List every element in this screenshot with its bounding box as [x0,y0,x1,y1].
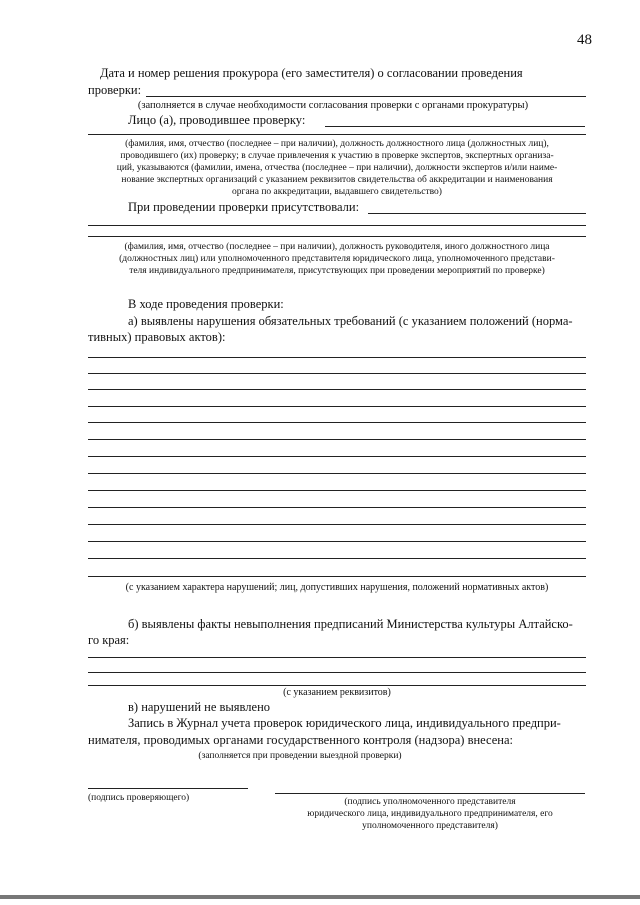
journal-line-2: нимателя, проводимых органами государственного контроля (надзора) внесена: [88,733,513,747]
present-label: При проведении проверки присутствовали: [128,200,360,214]
inspector-caption-2: проводившего (их) проверку; в случае привлечения к участию в проверке экспертов, экспертных организа- [120,151,554,161]
inspector-fill-line-2[interactable] [88,134,586,135]
inspector-caption-4: нование экспертных организаций с указанием реквизитов свидетельства об аккредитации и наименования [121,175,553,185]
representative-caption-3: уполномоченного представителя) [362,821,498,831]
present-fill-line-1[interactable] [368,213,586,214]
present-fill-line-2[interactable] [88,225,586,226]
violations-line[interactable] [88,490,586,491]
representative-caption-1: (подпись уполномоченного представителя [344,797,516,807]
representative-caption-2: юридического лица, индивидуального предпринимателя, его [307,809,553,819]
present-caption-1: (фамилия, имя, отчество (последнее – при наличии), должность руководителя, иного должностного лица [124,242,550,252]
findings-b-line-2: го края: [88,633,130,647]
findings-intro: В ходе проведения проверки: [128,297,284,311]
scan-bottom-edge [0,895,640,899]
inspector-caption-5: органа по аккредитации, выдавшего свидетельство) [232,187,442,197]
prescriptions-caption: (с указанием реквизитов) [283,687,391,698]
inspector-signature-line[interactable] [88,788,248,789]
journal-caption: (заполняется при проведении выездной проверки) [198,751,402,761]
present-caption-3: теля индивидуального предпринимателя, присутствующих при проведении мероприятий по проверке) [129,266,545,276]
prescriptions-line[interactable] [88,657,586,658]
prescriptions-line[interactable] [88,672,586,673]
violations-line[interactable] [88,507,586,508]
prescriptions-line[interactable] [88,685,586,686]
journal-line-1: Запись в Журнал учета проверок юридического лица, индивидуального предпри- [128,716,561,730]
violations-line[interactable] [88,406,586,407]
inspector-signature-caption: (подпись проверяющего) [88,793,190,803]
prosecutor-line-2 [88,83,141,98]
prosecutor-fill-line[interactable] [146,96,586,97]
violations-line[interactable] [88,357,586,358]
violations-line[interactable] [88,439,586,440]
inspector-caption-1: (фамилия, имя, отчество (последнее – при наличии), должность должностного лица (должностных лиц), [125,139,549,149]
violations-line[interactable] [88,456,586,457]
violations-line[interactable] [88,373,586,374]
prosecutor-caption: (заполняется в случае необходимости согласования проверки с органами прокуратуры) [137,100,529,111]
present-fill-line-3[interactable] [88,236,586,237]
inspector-fill-line-1[interactable] [325,126,585,127]
present-caption-2: (должностных лиц) или уполномоченного представителя юридического лица, уполномоченного представи- [119,254,555,264]
representative-signature-line[interactable] [275,793,585,794]
violations-caption: (с указанием характера нарушений; лиц, допустивших нарушения, положений нормативных актов) [125,582,549,593]
findings-c-line: в) нарушений не выявлено [128,700,271,714]
page-number: 48 [577,32,592,48]
prosecutor-line-1: Дата и номер решения прокурора (его заместителя) о согласовании проведения [100,66,523,80]
prosecutor-label: проверки: [88,83,142,97]
violations-line[interactable] [88,422,586,423]
inspector-label: Лицо (а), проводившее проверку: [128,113,306,127]
violations-line[interactable] [88,389,586,390]
violations-line[interactable] [88,576,586,577]
findings-a-line-2: тивных) правовых актов): [88,330,226,344]
inspector-caption-3: ций, указываются (фамилии, имена, отчества (последнее – при наличии), должности экспертов и/или наиме- [116,163,558,173]
findings-b-line-1: б) выявлены факты невыполнения предписаний Министерства культуры Алтайско- [128,617,573,631]
violations-line[interactable] [88,558,586,559]
violations-line[interactable] [88,524,586,525]
violations-line[interactable] [88,541,586,542]
violations-line[interactable] [88,473,586,474]
findings-a-line-1: а) выявлены нарушения обязательных требований (с указанием положений (норма- [128,314,573,328]
